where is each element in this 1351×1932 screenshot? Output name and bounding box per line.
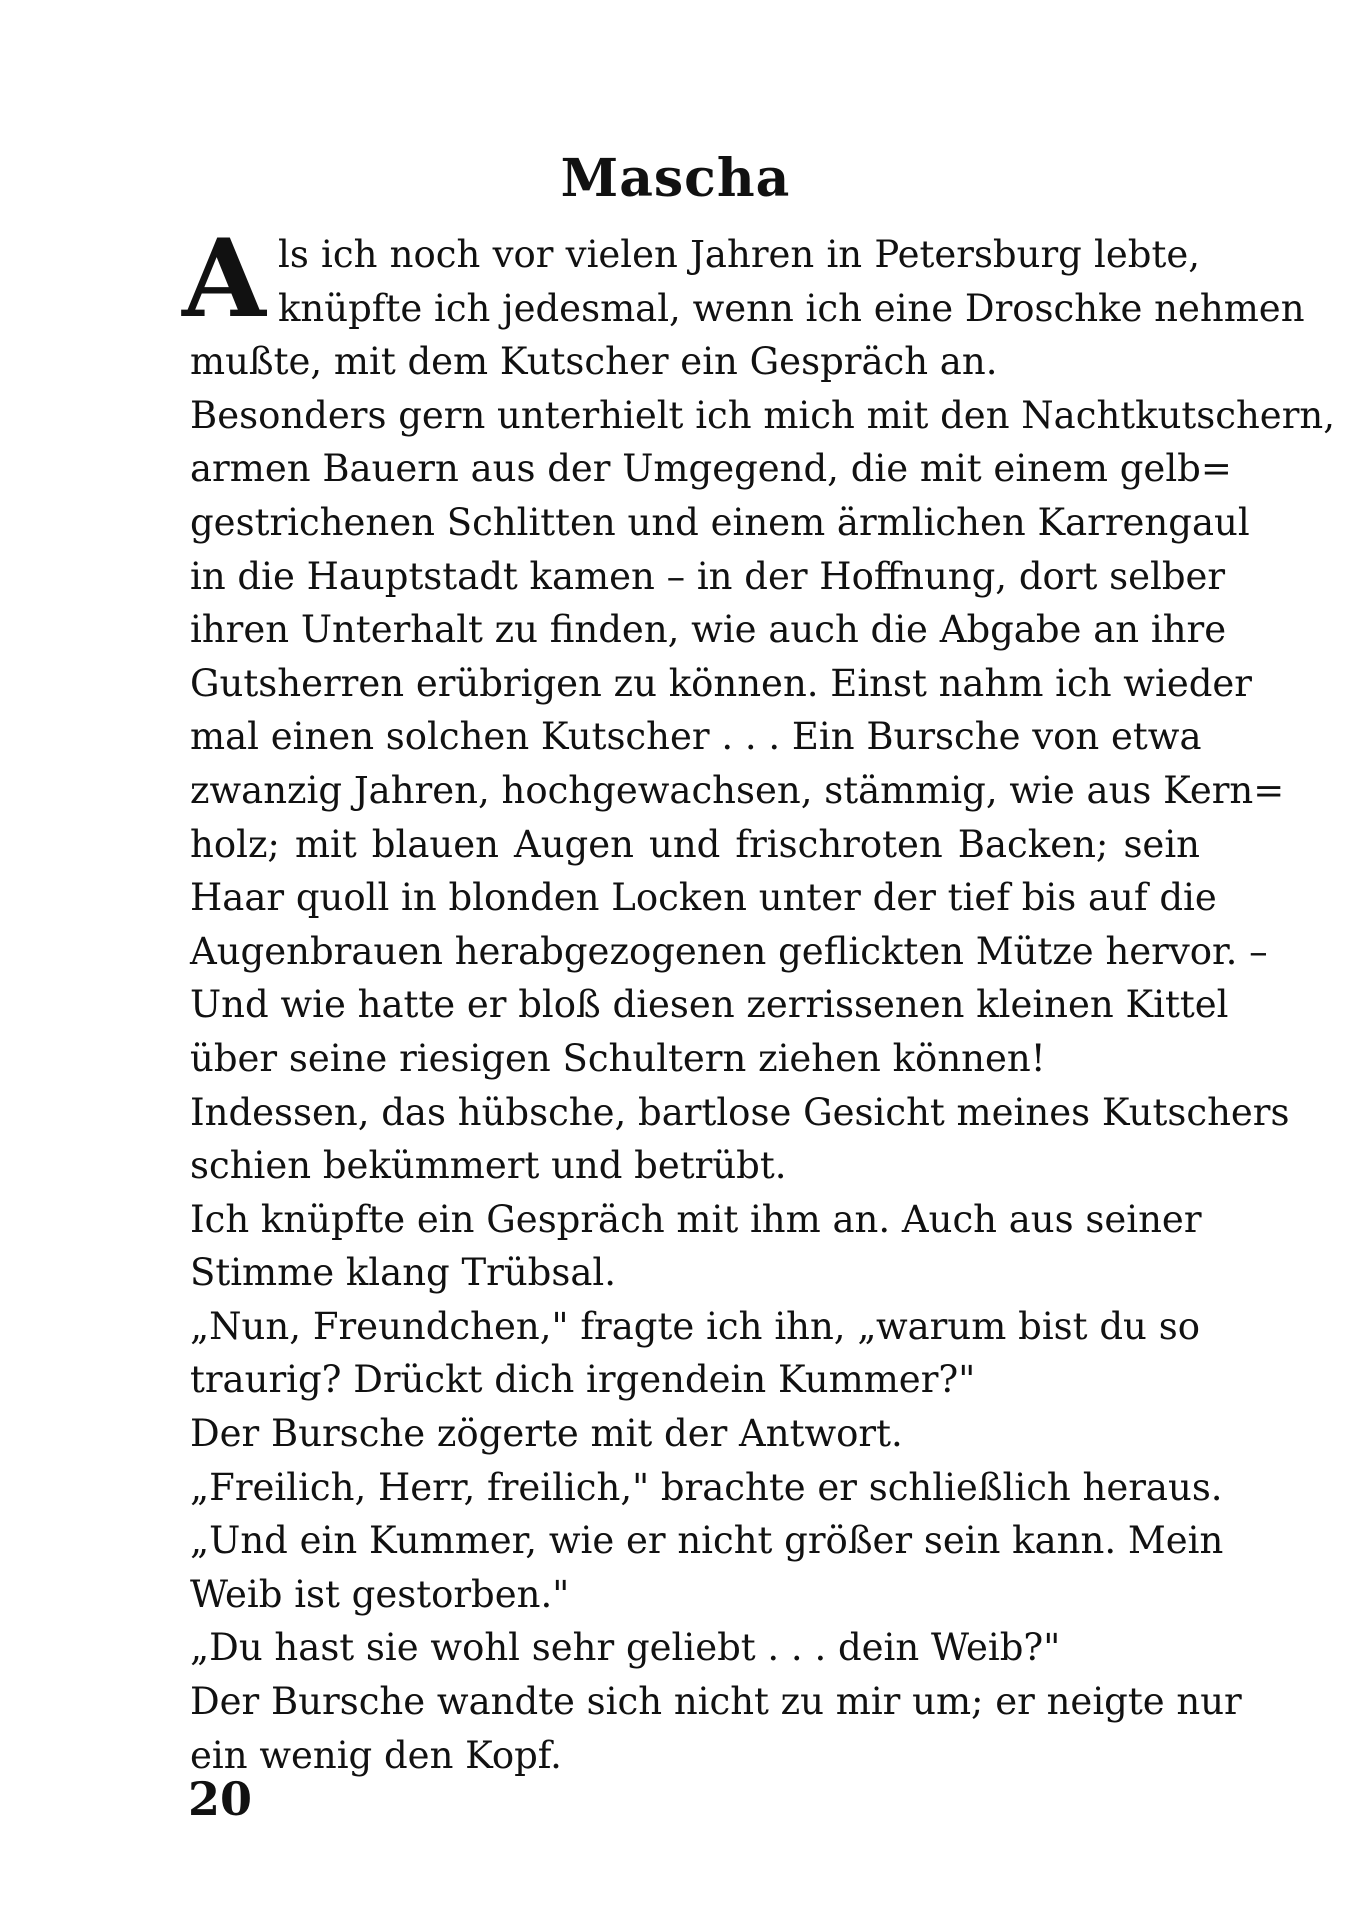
text-line: holz; mit blauen Augen und frischroten Backen; sein (190, 822, 1200, 866)
text-line: in die Hauptstadt kamen – in der Hoffnung, dort selber (190, 554, 1226, 598)
text-line: Der Bursche wandte sich nicht zu mir um; er neigte nur (190, 1680, 1242, 1724)
text-line: armen Bauern aus der Umgegend, die mit einem gelb= (190, 447, 1232, 491)
text-line: knüpfte ich jedesmal, wenn ich eine Droschke nehmen (278, 286, 1305, 330)
body-text (190, 228, 1335, 1782)
text-line: über seine riesigen Schultern ziehen können! (190, 1036, 1046, 1080)
text-line: Gutsherren erübrigen zu können. Einst nahm ich wieder (190, 661, 1252, 705)
drop-cap: A (182, 216, 266, 342)
text-line: Indessen, das hübsche, bartlose Gesicht meines Kutschers (190, 1090, 1290, 1134)
chapter-title: Mascha (560, 148, 791, 209)
text-line: zwanzig Jahren, hochgewachsen, stämmig, wie aus Kern= (190, 768, 1285, 812)
text-line: Der Bursche zögerte mit der Antwort. (190, 1412, 903, 1456)
text-line: „Du hast sie wohl sehr geliebt . . . dein Weib?" (190, 1626, 1061, 1670)
text-line: ein wenig den Kopf. (190, 1733, 562, 1777)
text-line: Stimme klang Trübsal. (190, 1251, 616, 1295)
text-line: traurig? Drückt dich irgendein Kummer?" (190, 1358, 976, 1402)
text-line: mal einen solchen Kutscher . . . Ein Bursche von etwa (190, 715, 1202, 759)
text-line: „Nun, Freundchen," fragte ich ihn, „warum bist du so (190, 1304, 1200, 1348)
text-line: Und wie hatte er bloß diesen zerrissenen kleinen Kittel (190, 983, 1229, 1027)
text-line: „Und ein Kummer, wie er nicht größer sein kann. Mein (190, 1519, 1224, 1563)
text-line: schien bekümmert und betrübt. (190, 1144, 787, 1188)
text-line: mußte, mit dem Kutscher ein Gespräch an. (190, 340, 998, 384)
text-line: Ich knüpfte ein Gespräch mit ihm an. Auch aus seiner (190, 1197, 1202, 1241)
text-line: Weib ist gestorben." (190, 1572, 570, 1616)
text-line: gestrichenen Schlitten und einem ärmlichen Karrengaul (190, 500, 1250, 544)
text-line: Haar quoll in blonden Locken unter der tief bis auf die (190, 876, 1217, 920)
text-line: ihren Unterhalt zu finden, wie auch die Abgabe an ihre (190, 608, 1227, 652)
text-line: Besonders gern unterhielt ich mich mit den Nachtkutschern, (190, 393, 1335, 437)
text-line: „Freilich, Herr, freilich," brachte er schließlich heraus. (190, 1465, 1223, 1509)
text-line: Augenbrauen herabgezogenen geflickten Mütze hervor. – (190, 929, 1268, 973)
page-number: 20 (188, 1772, 253, 1826)
text-line: ls ich noch vor vielen Jahren in Petersburg lebte, (278, 233, 1200, 276)
